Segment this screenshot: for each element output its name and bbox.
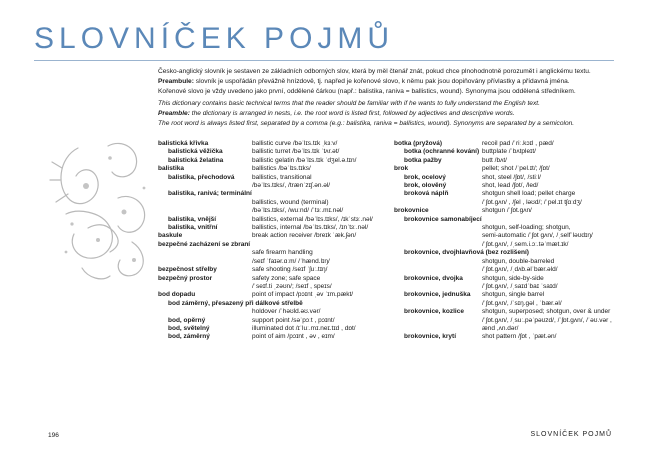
intro-cz-main: Česko-anglický slovník je sestaven ze základních odborných slov, která by měl čtenář znát, pokud chce plnohodnotně porozumět i anglickému textu. [158, 68, 591, 75]
translation-line: ballistic gelatin /bəˈlɪs.tɪk ˈdʒel.ə.tɪn/ [252, 156, 357, 164]
entry-term: balistika, vnější [168, 215, 217, 223]
entry-term: balistická želatina [168, 156, 224, 164]
translation-line: ballistic curve /bəˈlɪs.tɪk ˌkɜːv/ [252, 140, 338, 147]
entry-term [394, 258, 482, 275]
glossary-entry [394, 216, 620, 224]
translation-line: shotgun shell load; pellet charge [482, 190, 576, 198]
translation-line: ballistics, internal /bəˈlɪs.tɪks/, /ɪnˈtɜː.nəl/ [252, 224, 369, 232]
entry-term: brok [394, 165, 409, 173]
glossary-entry [158, 216, 388, 224]
translation-line: shotgun, self-loading; shotgun, [482, 224, 571, 232]
entry-translation [482, 157, 620, 165]
translation-line: recoil pad /ˈriː.kɔɪl , pæd/ [482, 140, 554, 147]
intro-en-preamble-label: Preamble: [158, 110, 190, 118]
entry-term: brok, ocelový [404, 173, 446, 181]
entry-translation [252, 266, 388, 274]
entry-term [394, 224, 482, 249]
entry-term: balistika, ranivá; terminální [168, 190, 252, 198]
translation-line: shotgun, side-by-side [482, 274, 544, 282]
entry-translation [252, 308, 388, 316]
translation-line: safety zone; safe space [252, 274, 321, 282]
glossary-entry [394, 148, 620, 156]
translation-line: /bəˈlɪs.tɪks/, /trænˈzɪʃ.ən.əl/ [252, 182, 331, 190]
entry-translation [482, 148, 620, 156]
intro-cz-preamble-label: Preambule: [158, 77, 194, 85]
glossary-entry [394, 258, 620, 275]
entry-term: broková náplň [404, 190, 449, 198]
decorative-illustration [48, 128, 158, 288]
entry-translation [252, 148, 388, 156]
entry-translation [482, 308, 620, 333]
intro-en-preamble-text: the dictionary is arranged in nests, i.e. the root word is listed first, followed by adjectives and descriptive words. [191, 110, 515, 118]
entry-term: balistická věžička [168, 148, 223, 156]
intro-cz-preamble-2: Kořenové slovo je vždy uvedeno jako první, oddělené čárkou (např.: balistika, raniva = ballistics, wound). Synonyma jsou oddělená středníkem. [158, 87, 576, 95]
glossary-entry [394, 275, 620, 292]
entry-translation [252, 291, 388, 299]
glossary-entry [158, 232, 388, 240]
translation-line: illuminated dot /ɪˈluː.mɪ.neɪ.tɪd , dɒt/ [252, 324, 356, 332]
entry-term [158, 308, 252, 316]
intro-cz-preamble [158, 78, 618, 87]
entry-term: brokovnice, jednuška [404, 291, 471, 299]
translation-line: /ˈʃɒt.gʌn/, /ˌsem.i.ɔː.təˈmæt.ɪk/ [482, 240, 569, 248]
translation-line: shotgun, superposed; shotgun, over & under [482, 308, 611, 316]
translation-line: pellet; shot /ˈpel.ɪt/; /ʃɒt/ [482, 165, 550, 173]
entry-term: botka (ochranné kování) [404, 148, 480, 156]
intro-en-preamble-2 [158, 120, 618, 129]
entry-translation [482, 182, 620, 190]
intro-en-preamble [158, 110, 618, 119]
translation-line: shot, lead /ʃɒt/, /led/ [482, 182, 539, 190]
translation-line: /bəˈlɪs.tɪks/, /wuːnd/ /ˈtɜː.mɪ.nəl/ [252, 207, 344, 215]
translation-line: /ˈʃɒt.gʌn/, /ˌsaɪdˈbaɪ ˈsaɪd/ [482, 282, 558, 290]
entry-term: bod, opěrný [168, 316, 206, 324]
entry-translation [252, 325, 388, 333]
entry-translation [252, 199, 388, 216]
translation-line: shotgun, double-barreled [482, 257, 555, 265]
glossary-entry [394, 174, 620, 182]
glossary-entry [394, 190, 620, 207]
entry-translation [252, 333, 388, 341]
entry-term: brokovnice, kozlice [404, 308, 464, 316]
translation-line: /ˈʃɒt.gʌn/, /ˈsɪŋ.gəl , ˈbær.əl/ [482, 299, 562, 307]
translation-line: shotgun /ˈʃɒt.gʌn/ [482, 207, 532, 215]
glossary-entry [158, 157, 388, 165]
glossary-entry [158, 308, 388, 316]
entry-term: brokovnice [394, 207, 429, 215]
entry-term: brokovnice samonabíjecí [404, 215, 482, 223]
entry-translation [482, 224, 620, 249]
translation-line: semi-automatic /ˈʃɒt gʌn/, /ˌselfˈləʊdɪŋ/ [482, 232, 593, 240]
glossary-entry [158, 317, 388, 325]
translation-line: support point /səˈpɔːt , pɔɪnt/ [252, 316, 335, 324]
entry-term: bod dopadu [158, 291, 196, 299]
glossary-entry [394, 308, 620, 333]
translation-line: holdover /ˈhəʊld.əʊ.vər/ [252, 308, 321, 316]
entry-term: bezpečnost střelby [158, 266, 217, 274]
glossary-entry [394, 207, 620, 215]
entry-term: bezpečné zacházení se zbraní [158, 240, 251, 248]
entry-translation [482, 291, 620, 308]
entry-term: brokovnice, dvojhlavňová (bez rozlišení) [404, 249, 529, 257]
entry-translation [482, 258, 620, 275]
running-title: SLOVNÍČEK POJMŮ [530, 431, 612, 438]
translation-line: ballistics, transitional [252, 173, 312, 181]
page-title: SLOVNÍČEK POJMŮ [34, 22, 395, 55]
translation-line: point of impact /pɔɪnt ˌəv ˈɪm.pækt/ [252, 291, 354, 299]
introduction [158, 68, 618, 130]
entry-term: baskule [158, 232, 183, 240]
entry-translation [252, 165, 388, 173]
entry-translation [252, 232, 388, 240]
translation-line: butt /bʌt/ [482, 156, 507, 164]
translation-line: /ˈʃɒt.gʌn/, /ˌdʌb.əlˈbær.əld/ [482, 266, 558, 274]
entry-term [158, 249, 252, 266]
glossary-left-column [158, 140, 388, 342]
entry-term: brokovnice, dvojka [404, 274, 463, 282]
translation-line: ballistics, wound (terminal) [252, 198, 329, 206]
glossary-entry [394, 165, 620, 173]
intro-cz-preamble-text: slovník je uspořádán převážně hnízdově, tj. napřed je kořenové slovo, k němu pak jsou dopiňovány přívlastky a přídavná jména. [195, 77, 570, 85]
entry-translation [482, 333, 620, 341]
entry-term: bod záměrný, přesazený při dálkové střelbě [168, 299, 303, 307]
entry-term: bod, záměrný [168, 333, 210, 341]
page-number: 196 [48, 432, 59, 439]
glossary-entry [158, 275, 388, 292]
translation-line: /ˈseɪf.ti ˌzəʊn/; /seɪf , speɪs/ [252, 282, 332, 290]
translation-line: ballistics /bəˈlɪs.tɪks/ [252, 165, 311, 173]
glossary-entry [394, 157, 620, 165]
translation-line: /ˈʃɒt.gʌn/ , /ʃel , ləʊd/; /ˈpel.ɪt tʃɑːdʒ/ [482, 198, 582, 206]
entry-translation [482, 207, 620, 215]
entry-translation [482, 190, 620, 207]
glossary-entry [158, 333, 388, 341]
entry-term: bod, světelný [168, 324, 210, 332]
translation-line: /seɪf ˈfaɪər.ɑːm/ /ˈhænd.lɪŋ/ [252, 257, 330, 265]
entry-term [158, 199, 252, 216]
glossary-entry [158, 165, 388, 173]
entry-translation [482, 174, 620, 182]
glossary-entry [394, 182, 620, 190]
entry-term: balistika, vnitřní [168, 224, 218, 232]
translation-line: safe firearm handling [252, 249, 313, 257]
translation-line: shot pattern /ʃɒt , ˈpæt.ən/ [482, 333, 557, 341]
glossary-entry [158, 190, 388, 198]
entry-translation [252, 275, 388, 292]
entry-term: balistika, přechodová [168, 173, 235, 181]
entry-term: botka pažby [404, 156, 442, 164]
entry-translation [482, 165, 620, 173]
entry-term: brokovnice, krytí [404, 333, 457, 341]
glossary-entry [394, 333, 620, 341]
entry-term: botka (pryžová) [394, 140, 443, 147]
translation-line: break action receiver /breɪk ˈæk.ʃən/ [252, 232, 357, 240]
glossary-entry [394, 291, 620, 308]
glossary-entry [158, 249, 388, 266]
glossary-entry [394, 224, 620, 249]
intro-en-preamble-2-text: The root word is always listed first, separated by a comma (e.g.: balistika, raniva = ballistics, wound). Synonyms are separated by a semicolon. [158, 119, 575, 127]
entry-translation [252, 216, 388, 224]
glossary-entry [158, 325, 388, 333]
glossary-entry [394, 249, 620, 257]
translation-line: shot, steel /ʃɒt/, /stiːl/ [482, 173, 541, 181]
intro-en-main [158, 100, 618, 109]
glossary-entry [158, 291, 388, 299]
glossary-entry [158, 148, 388, 156]
translation-line: safe shooting /seɪf ˈʃuː.tɪŋ/ [252, 266, 328, 274]
entry-translation [252, 317, 388, 325]
translation-line: ballistic turret /bəˈlɪs.tɪk ˈtʌr.ət/ [252, 148, 340, 156]
translation-line: /ˈʃɒt.gʌn/, /ˌsuː.pəˈpəʊzd/, /ˈʃɒt.gʌn/, /ˈəʊ.vər , [482, 316, 612, 324]
entry-translation [252, 249, 388, 266]
glossary-entry [158, 266, 388, 274]
glossary-right-column [394, 140, 620, 342]
entry-translation [252, 174, 388, 191]
glossary-entry [158, 199, 388, 216]
translation-line: point of aim /pɔɪnt , əv , eɪm/ [252, 333, 335, 341]
title-divider [34, 60, 614, 61]
translation-line: ænd ,ʌn.dər/ [482, 324, 519, 332]
intro-en-main-text: This dictionary contains basic technical terms that the reader should be familiar with if he wants to fully understand the English text. [158, 100, 540, 108]
entry-translation [482, 275, 620, 292]
entry-translation [252, 157, 388, 165]
entry-term: balistika [158, 165, 185, 173]
glossary-entry [158, 300, 388, 308]
entry-term: balistická křivka [158, 140, 209, 147]
entry-term: brok, olověný [404, 182, 447, 190]
glossary-entry [158, 174, 388, 191]
translation-line: buttplate /ˈbʌtpleɪt/ [482, 148, 536, 156]
entry-term: bezpečný prostor [158, 274, 213, 282]
translation-line: shotgun, single barrel [482, 291, 545, 299]
translation-line: ballistics, external /bəˈlɪs.tɪks/, /ɪkˈstɜː.nəl/ [252, 215, 373, 223]
glossary-entry [158, 241, 388, 249]
